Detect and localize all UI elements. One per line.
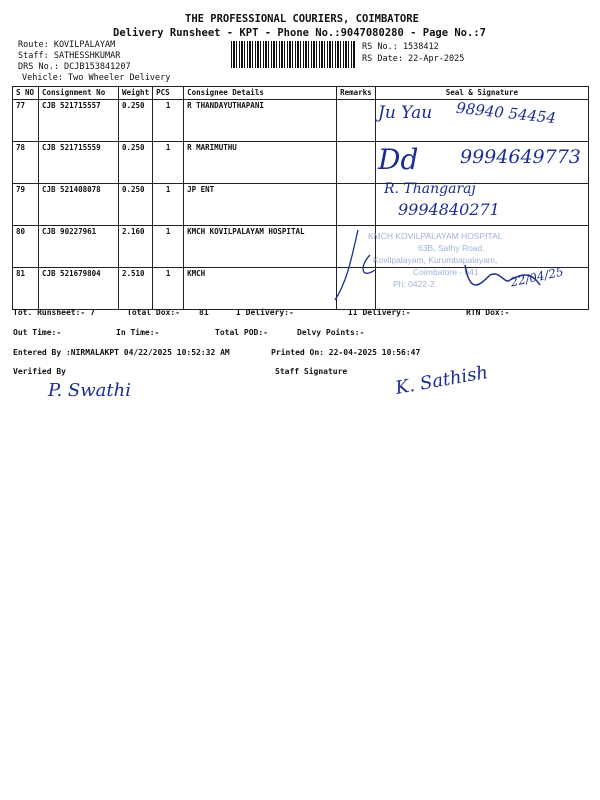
out-time: Out Time:- bbox=[13, 328, 62, 337]
verified-by-label: Verified By bbox=[13, 367, 66, 376]
staff-signature-label: Staff Signature bbox=[275, 367, 348, 376]
cell-sno: 79 bbox=[13, 184, 39, 226]
cell-weight: 0.250 bbox=[119, 142, 153, 184]
cell-pcs: 1 bbox=[153, 184, 184, 226]
rtn-dox: RTN Dox:- bbox=[466, 308, 510, 317]
company-title: THE PROFESSIONAL COURIERS, COIMBATORE bbox=[185, 13, 419, 25]
cell-weight: 0.250 bbox=[119, 100, 153, 142]
cell-consignment: CJB 521679804 bbox=[39, 268, 119, 310]
cell-consignee: R THANDAYUTHAPANI bbox=[184, 100, 337, 142]
delvy-points: Delvy Points:- bbox=[297, 328, 365, 337]
cell-consignee: KMCH KOVILPALAYAM HOSPITAL bbox=[184, 226, 337, 268]
col-remarks: Remarks bbox=[337, 87, 376, 100]
cell-pcs: 1 bbox=[153, 100, 184, 142]
stamp-line: Ph: 0422-2 bbox=[393, 279, 435, 289]
row79-phone: 9994840271 bbox=[398, 200, 500, 219]
cell-sno: 78 bbox=[13, 142, 39, 184]
cell-sno: 81 bbox=[13, 268, 39, 310]
col-sno: S NO bbox=[13, 87, 39, 100]
cell-consignment: CJB 521408078 bbox=[39, 184, 119, 226]
col-consignee: Consignee Details bbox=[184, 87, 337, 100]
row81-date: 22/04/25 bbox=[509, 264, 565, 290]
cell-pcs: 1 bbox=[153, 226, 184, 268]
col-seal-signature: Seal & Signature bbox=[375, 87, 588, 100]
entered-by: Entered By :NIRMALAKPT 04/22/2025 10:52:32 AM bbox=[13, 348, 230, 357]
table-header-row bbox=[13, 87, 589, 100]
barcode bbox=[231, 41, 356, 68]
col-weight: Weight bbox=[119, 87, 153, 100]
vehicle-label: Vehicle: Two Wheeler Delivery bbox=[22, 73, 171, 83]
hospital-stamp bbox=[368, 230, 502, 290]
staff-signature: K. Sathish bbox=[393, 362, 490, 399]
table-row bbox=[13, 184, 589, 226]
route-label: Route: KOVILPALAYAM bbox=[18, 40, 116, 50]
col-consignment: Consignment No bbox=[39, 87, 119, 100]
cell-weight: 2.160 bbox=[119, 226, 153, 268]
in-time: In Time:- bbox=[116, 328, 160, 337]
ii-delivery: II Delivery:- bbox=[348, 308, 411, 317]
cell-consignee: KMCH bbox=[184, 268, 337, 310]
cell-consignee: R MARIMUTHU bbox=[184, 142, 337, 184]
row77-sig-scrawl: Ju Yau bbox=[378, 103, 433, 123]
cell-consignment: CJB 90227961 bbox=[39, 226, 119, 268]
row77-phone-a: 98940 54454 bbox=[455, 98, 557, 128]
printed-on: Printed On: 22-04-2025 10:56:47 bbox=[271, 348, 421, 357]
cell-sno: 77 bbox=[13, 100, 39, 142]
total-pod: Total POD:- bbox=[215, 328, 268, 337]
staff-label: Staff: SATHESSHKUMAR bbox=[18, 51, 121, 61]
cell-consignment: CJB 521715559 bbox=[39, 142, 119, 184]
row78-sig-scrawl: Dd bbox=[378, 143, 419, 176]
cell-weight: 0.250 bbox=[119, 184, 153, 226]
cell-remarks bbox=[337, 142, 376, 184]
cell-sno: 80 bbox=[13, 226, 39, 268]
cell-pcs: 1 bbox=[153, 142, 184, 184]
cell-consignment: CJB 521715557 bbox=[39, 100, 119, 142]
tot-runsheet: Tot. Runsheet:- 7 bbox=[13, 308, 95, 317]
stamp-line: Coimbatore - 641 bbox=[413, 267, 479, 277]
col-pcs: PCS bbox=[153, 87, 184, 100]
cell-weight: 2.510 bbox=[119, 268, 153, 310]
i-delivery: I Delivery:- bbox=[236, 308, 294, 317]
verifier-signature: P. Swathi bbox=[48, 380, 131, 401]
rs-date: RS Date: 22-Apr-2025 bbox=[362, 54, 465, 64]
stamp-line: Kovilpalayam, Kurumbapalayam, bbox=[373, 255, 498, 265]
total-dox-label: Total Dox:- bbox=[127, 308, 180, 317]
drs-label: DRS No.: DCJB153841207 bbox=[18, 62, 131, 72]
total-dox-value: 81 bbox=[199, 308, 209, 317]
runsheet-subtitle: Delivery Runsheet - KPT - Phone No.:9047080280 - Page No.:7 bbox=[113, 27, 486, 39]
stamp-line: KMCH KOVILPALAYAM HOSPITAL bbox=[368, 231, 503, 241]
cell-remarks bbox=[337, 184, 376, 226]
rs-number: RS No.: 1538412 bbox=[362, 42, 439, 52]
stamp-line: 63B, Sathy Road, bbox=[418, 243, 485, 253]
cell-remarks bbox=[337, 100, 376, 142]
cell-pcs: 1 bbox=[153, 268, 184, 310]
cell-consignee: JP ENT bbox=[184, 184, 337, 226]
row78-phone: 9994649773 bbox=[460, 146, 581, 168]
row79-name: R. Thangaraj bbox=[384, 181, 476, 197]
